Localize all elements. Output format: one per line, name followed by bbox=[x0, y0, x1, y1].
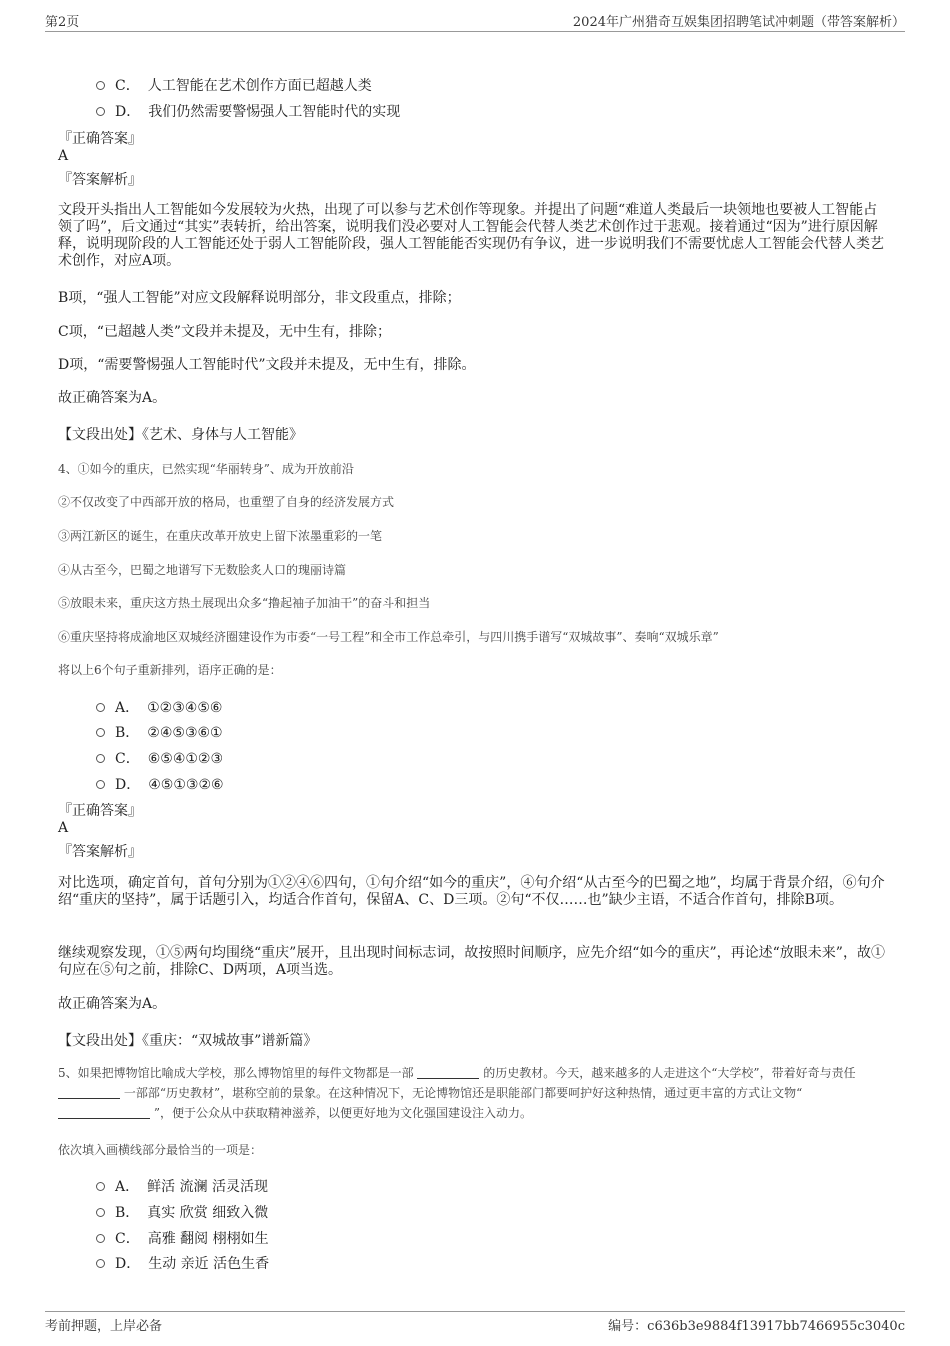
q4-prompt: 将以上6个句子重新排列，语序正确的是： bbox=[58, 663, 282, 677]
footer-slogan: 考前押题，上岸必备 bbox=[45, 1319, 163, 1334]
radio-icon[interactable] bbox=[96, 780, 105, 789]
q4-option-c[interactable]: C． ⑥⑤④①②③ bbox=[96, 748, 223, 768]
q3-answer-label: 『正确答案』 bbox=[58, 131, 142, 147]
page-number: 第2页 bbox=[45, 15, 80, 30]
radio-icon[interactable] bbox=[96, 1234, 105, 1243]
q4-answer-label: 『正确答案』 bbox=[58, 803, 142, 819]
q3-analysis-paragraph: 文段开头指出人工智能如今发展较为火热，出现了可以参与艺术创作等现象。并提出了问题“难道人类最后一块领地也要被人工智能占领了吗”，后文通过“其实”表转折，给出答案，说明我们没必要对人工智能会代替人类艺术创作过于悲观。接着通过“因为”进行原因解释，说明现阶段的人工智能还处于弱人工智能阶段，强人工智能能否实现仍有争议，进一步说明我们不需要忧虑人工智能会代替人类艺术创作，对应A项。 bbox=[58, 202, 884, 269]
q3-option-d[interactable]: D． 我们仍然需要警惕强人工智能时代的实现 bbox=[96, 101, 400, 121]
q3-option-c[interactable]: C． 人工智能在艺术创作方面已超越人类 bbox=[96, 75, 372, 95]
q3-conclusion: 故正确答案为A。 bbox=[58, 390, 167, 406]
radio-icon[interactable] bbox=[96, 107, 105, 116]
radio-icon[interactable] bbox=[96, 1259, 105, 1268]
q4-analysis-paragraph-2: 继续观察发现，①⑤两句均围绕“重庆”展开，且出现时间标志词，故按照时间顺序，应先介绍“如今的重庆”，再论述“放眼未来”，故①句应在⑤句之前，排除C、D两项，A项当选。 bbox=[58, 945, 885, 978]
q3-analysis-label: 『答案解析』 bbox=[58, 172, 142, 188]
q4-analysis-paragraph-1: 对比选项，确定首句，首句分别为①②④⑥四句，①句介绍“如今的重庆”，④句介绍“从古至今的巴蜀之地”，均属于背景介绍，⑥句介绍“重庆的坚持”，属于话题引入，均适合作首句，保留A、C、D三项。②句“不仅……也”缺少主语，不适合作首句，排除B项。 bbox=[58, 875, 885, 908]
radio-icon[interactable] bbox=[96, 81, 105, 90]
q3-analysis-d: D项，“需要警惕强人工智能时代”文段并未提及，无中生有，排除。 bbox=[58, 357, 476, 373]
q4-sentence-6: ⑥重庆坚持将成渝地区双城经济圈建设作为市委“一号工程”和全市工作总牵引，与四川携手谱写“双城故事”、奏响“双城乐章” bbox=[58, 630, 719, 644]
radio-icon[interactable] bbox=[96, 1182, 105, 1191]
blank-3[interactable] bbox=[58, 1106, 150, 1119]
q4-option-b[interactable]: B． ②④⑤③⑥① bbox=[96, 722, 223, 742]
radio-icon[interactable] bbox=[96, 754, 105, 763]
q3-answer: A bbox=[58, 148, 69, 164]
radio-icon[interactable] bbox=[96, 703, 105, 712]
q5-stem: 5、如果把博物馆比喻成大学校，那么博物馆里的每件文物都是一部 的历史教材。今天，越来越多的人走进这个“大学校”，带着好奇与责任 一部部“历史教材”，堪称空前的景象。在这种情况下，无论博物馆还是职能部门都要呵护好这种热情，通过更丰富的方式让文物“ ”，便于公众从中获取精神滋养，以便更好地为文化强国建设注入动力。 bbox=[58, 1066, 856, 1120]
q3-source: 【文段出处】《艺术、身体与人工智能》 bbox=[58, 427, 303, 443]
page-footer bbox=[45, 1311, 905, 1346]
q4-sentence-4: ④从古至今，巴蜀之地谱写下无数脍炙人口的瑰丽诗篇 bbox=[58, 563, 347, 577]
blank-2[interactable] bbox=[58, 1086, 120, 1099]
document-title: 2024年广州猎奇互娱集团招聘笔试冲刺题（带答案解析） bbox=[572, 15, 905, 30]
q4-answer: A bbox=[58, 820, 69, 836]
q5-option-d[interactable]: D． 生动 亲近 活色生香 bbox=[96, 1253, 269, 1273]
radio-icon[interactable] bbox=[96, 1208, 105, 1217]
q5-prompt: 依次填入画横线部分最恰当的一项是： bbox=[58, 1143, 263, 1157]
q3-analysis-c: C项，“已超越人类”文段并未提及，无中生有，排除； bbox=[58, 324, 392, 340]
q5-option-b[interactable]: B． 真实 欣赏 细致入微 bbox=[96, 1202, 268, 1222]
radio-icon[interactable] bbox=[96, 728, 105, 737]
q4-sentence-2: ②不仅改变了中西部开放的格局，也重塑了自身的经济发展方式 bbox=[58, 495, 395, 509]
q4-source: 【文段出处】《重庆：“双城故事”谱新篇》 bbox=[58, 1033, 318, 1049]
q4-sentence-1: 4、①如今的重庆，已然实现“华丽转身”、成为开放前沿 bbox=[58, 462, 354, 476]
blank-1[interactable] bbox=[417, 1066, 479, 1079]
document-id: 编号：c636b3e9884f13917bb7466955c3040c bbox=[608, 1319, 905, 1334]
q3-analysis-b: B项，“强人工智能”对应文段解释说明部分，非文段重点，排除； bbox=[58, 290, 461, 306]
q4-conclusion: 故正确答案为A。 bbox=[58, 996, 167, 1012]
q4-sentence-3: ③两江新区的诞生，在重庆改革开放史上留下浓墨重彩的一笔 bbox=[58, 529, 383, 543]
page-header bbox=[45, 0, 905, 32]
q4-option-d[interactable]: D． ④⑤①③②⑥ bbox=[96, 774, 224, 794]
q4-sentence-5: ⑤放眼未来，重庆这方热土展现出众多“撸起袖子加油干”的奋斗和担当 bbox=[58, 596, 431, 610]
q5-option-a[interactable]: A． 鲜活 流澜 活灵活现 bbox=[96, 1176, 268, 1196]
q5-option-c[interactable]: C． 高雅 翻阅 栩栩如生 bbox=[96, 1228, 269, 1248]
q4-analysis-label: 『答案解析』 bbox=[58, 844, 142, 860]
q4-option-a[interactable]: A． ①②③④⑤⑥ bbox=[96, 697, 222, 717]
